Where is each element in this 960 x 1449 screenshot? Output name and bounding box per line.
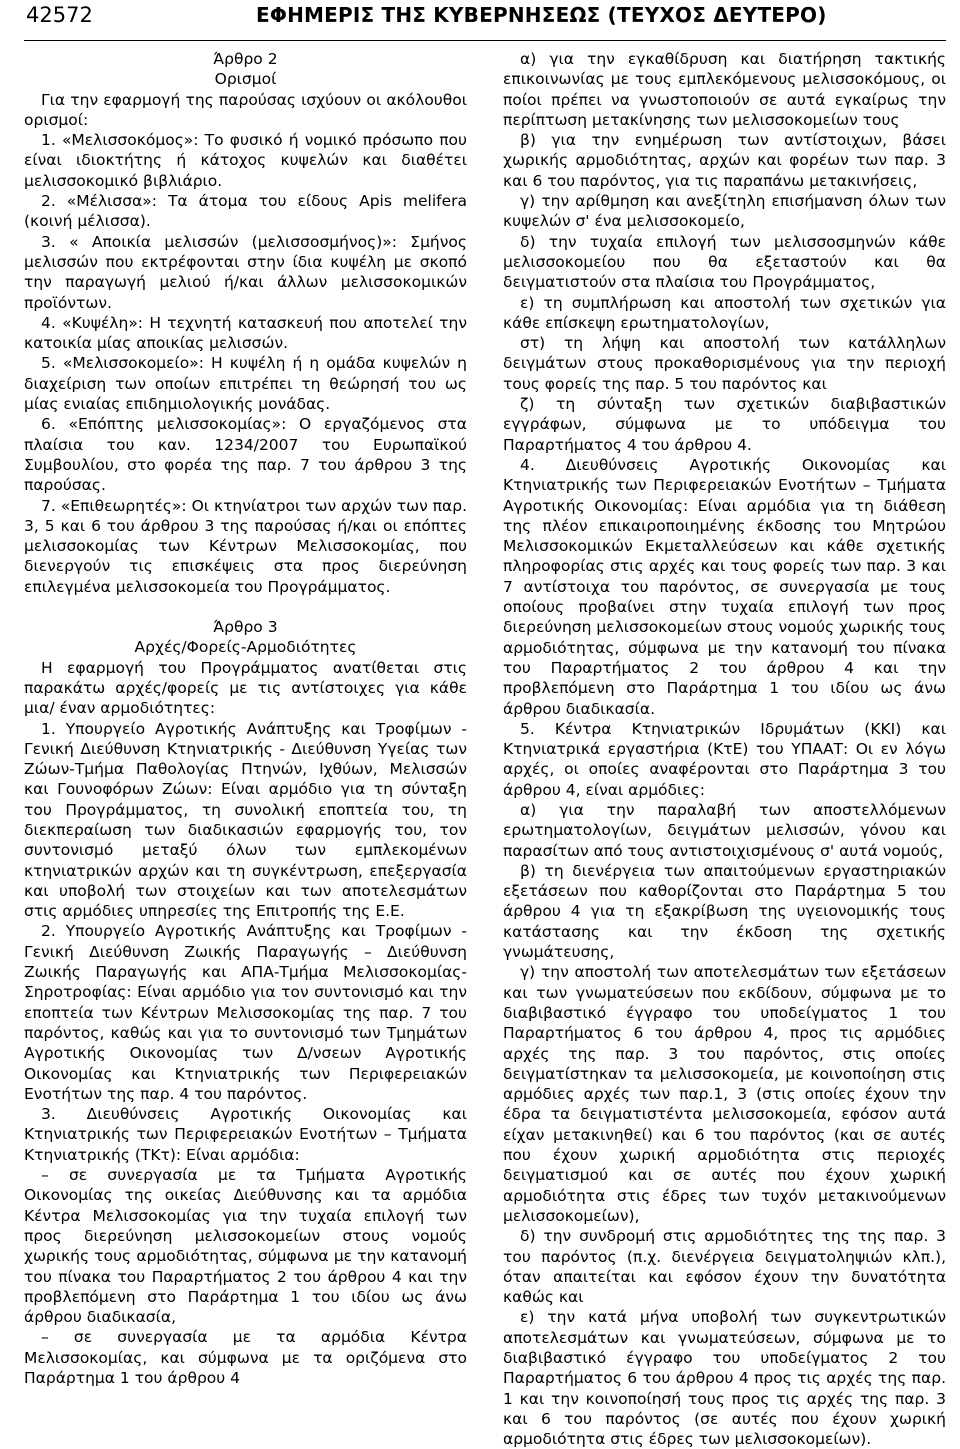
- paragraph: δ) την τυχαία επιλογή των μελισσοσμηνών κάθε μελισσοκομείου που θα εξεταστούν και θα δειγματιστούν στα πλαίσια του Προγράμματος,: [503, 232, 946, 292]
- paragraph: – σε συνεργασία με τα αρμόδια Κέντρα Μελισσοκομίας, και σύμφωνα με τα οριζόμενα στο Παράρτημα 1 του άρθρου 4: [24, 1328, 467, 1387]
- paragraph: Η εφαρμογή του Προγράμματος ανατίθεται στις παρακάτω αρχές/φορείς με τις αντίστοιχες για κάθε μια/ έναν αρμοδιότητες:: [24, 658, 467, 718]
- paragraph: ε) την κατά μήνα υποβολή των συγκεντρωτικών αποτελεσμάτων και γνωματεύσεων, σύμφωνα με το διαβιβαστικό έγγραφο του υποδείγματος 2 του Παραρτήματος 6 του άρθρου 4 προς τις αρχές της παρ. 1 και την κοινοποίησή τους προς τις αρχές της παρ. 3 και 6 του παρόντος (σε αυτές που έχουν χωρική αρμοδιότητα στις έδρες των μελισσοκομείων).: [503, 1308, 946, 1449]
- paragraph: α) για την παραλαβή των αποστελλόμενων ερωτηματολογίων, δειγμάτων μελισσών, γόνου και παρασίτων από τους αντιστοιχισμένους σ' αυτά νομούς,: [503, 800, 946, 860]
- paragraph: γ) την αρίθμηση και ανεξίτηλη επισήμανση όλων των κυψελών σ' ένα μελισσοκομείο,: [503, 192, 946, 231]
- paragraph: 7. «Επιθεωρητές»: Οι κτηνίατροι των αρχών των παρ. 3, 5 και 6 του άρθρου 3 της παρούσας ή/και οι επόπτες μελισσοκομίας των Κέντρων Μελισσοκομίας, που διενεργούν τις επισκέψεις στα προς διερεύνηση επιλεγμένα μελισσοκομεία του Προγράμματος.: [24, 496, 467, 596]
- paragraph: 6. «Επόπτης μελισσοκομίας»: Ο εργαζόμενος στα πλαίσια του καν. 1234/2007 του Ευρωπαϊκού Συμβουλίου, στο φορέα της παρ. 7 του άρθρου 3 της παρούσας.: [24, 415, 467, 495]
- paragraph: ε) τη συμπλήρωση και αποστολή των σχετικών για κάθε επίσκεψη ερωτηματολογίων,: [503, 293, 946, 332]
- paragraph: 3. « Αποικία μελισσών (μελισσοσμήνος)»: Σμήνος μελισσών που εκτρέφονται στην ίδια κυψέλη με σκοπό την παραγωγή μελιού ή/και άλλων μελισσοκομικών προϊόντων.: [24, 232, 467, 312]
- paragraph: – σε συνεργασία με τα Τμήματα Αγροτικής Οικονομίας της οικείας Διεύθυνσης και τα αρμόδια Κέντρα Μελισσοκομίας για την τυχαία επιλογή των προς διερεύνηση μελισσοκομείων στους νομούς χωρικής τους αρμοδιότητας, σύμφωνα με την κατανομή του πίνακα του Παραρτήματος 2 του άρθρου 4 και την προβλεπόμενη στο Παράρτημα 1 του ιδίου ως άνω άρθρου διαδικασία,: [24, 1166, 467, 1327]
- article-3-heading: Άρθρο 3: [213, 618, 278, 637]
- article-3-title: Αρχές/Φορείς-Αρμοδιότητες: [134, 638, 357, 657]
- right-column: [503, 49, 946, 1449]
- paragraph: β) για την ενημέρωση των αντίστοιχων, βάσει χωρικής αρμοδιότητας, αρχών και φορέων των παρ. 3 και 6 του παρόντος, για τις παραπάνω μετακινήσεις,: [503, 131, 946, 190]
- paragraph: 4. Διευθύνσεις Αγροτικής Οικονομίας και Κτηνιατρικής των Περιφερειακών Ενοτήτων – Τμήματα Αγροτικής Οικονομίας: Είναι αρμόδια για τη διάθεση της πλέον επικαιροποιημένης έκδοσης του Μητρώου Μελισσοκομικών Εκμεταλλεύσεων και κάθε σχετικής πληροφορίας στις αρχές και τους φορείς των παρ. 3 και 7 αντίστοιχα του παρόντος, σε συνεργασία με τους οποίους προβαίνει στην τυχαία επιλογή των προς διερεύνηση μελισσοκομείων στους νομούς χωρικής τους αρμοδιότητας, σύμφωνα με την κατανομή του πίνακα του Παραρτήματος 2 του άρθρου 4 και την προβλεπόμενη στο Παράρτημα 1 του ιδίου ως άνω άρθρου διαδικασία.: [503, 455, 946, 718]
- paragraph: δ) την συνδρομή στις αρμοδιότητες της της παρ. 3 του παρόντος (π.χ. διενέργεια δειγματοληψιών κλπ.), όταν απαιτείται και εφόσον έχουν την δυνατότητα καθώς και: [503, 1227, 946, 1307]
- paragraph: 4. «Κυψέλη»: Η τεχνητή κατασκευή που αποτελεί την κατοικία μίας αποικίας μελισσών.: [24, 313, 467, 353]
- paragraph: στ) τη λήψη και αποστολή των κατάλληλων δειγμάτων στους προκαθορισμένους για την περιοχή τους φορείς της παρ. 5 του παρόντος και: [503, 334, 946, 393]
- article-2-heading: Άρθρο 2: [213, 50, 278, 68]
- paragraph: β) τη διενέργεια των απαιτούμενων εργαστηριακών εξετάσεων που καθορίζονται στο Παράρτημα 5 του άρθρου 4 για τη εξακρίβωση της υγειονομικής τους κατάστασης και την έκδοση της σχετικής γνωμάτευσης,: [503, 861, 946, 962]
- page-header: [24, 0, 946, 41]
- paragraph: Για την εφαρμογή της παρούσας ισχύουν οι ακόλουθοι ορισμοί:: [24, 90, 467, 129]
- paragraph: 5. «Μελισσοκομείο»: Η κυψέλη ή η ομάδα κυψελών η διαχείριση των οποίων επιτρέπει τη θεώρησή του ως μίας ενιαίας επιδημιολογικής μονάδας.: [24, 354, 467, 414]
- text-columns: [24, 49, 946, 1449]
- paragraph: 5. Κέντρα Κτηνιατρικών Ιδρυμάτων (ΚΚΙ) και Κτηνιατρικά εργαστήρια (ΚτΕ) του ΥΠΑΑΤ: Οι εν λόγω αρχές, οι οποίες αναφέρονται στο Παράρτημα 3 του άρθρου 4, είναι αρμόδιες:: [503, 719, 946, 799]
- paragraph: γ) την αποστολή των αποτελεσμάτων των εξετάσεων και των γνωματεύσεων που εκδίδουν, σύμφωνα με το διαβιβαστικό έγγραφο του υποδείγματος 1 του Παραρτήματος 6 του άρθρου 4, προς τις αρμόδιες αρχές της παρ. 3 του παρόντος, στις οποίες δειγματίστηκαν τα μελισσοκομεία, με κοινοποίηση στις αρμόδιες αρχές των παρ.1, 3 (στις οποίες έχουν την έδρα τα δειγματιστέντα μελισσοκομεία, εφόσον αυτά είχαν μετακινηθεί) και 6 του παρόντος (και σε αυτές που έχουν χωρική αρμοδιότητα στις περιοχές δειγματισμού και σε αυτές που έχουν χωρική αρμοδιότητα στις έδρες των τυχόν μετακινούμενων μελισσοκομείων),: [503, 963, 946, 1225]
- paragraph: 1. «Μελισσοκόμος»: Το φυσικό ή νομικό πρόσωπο που είναι ιδιοκτήτης ή κάτοχος κυψελών και διαθέτει μελισσοκομικό βιβλιάριο.: [24, 131, 467, 190]
- paragraph: 2. Υπουργείο Αγροτικής Ανάπτυξης και Τροφίμων - Γενική Διεύθυνση Ζωικής Παραγωγής – Διεύθυνση Ζωικής Παραγωγής και ΑΠΑ-Τμήμα Μελισσοκομίας-Σηροτροφίας: Είναι αρμόδιο για τον συντονισμό και την εποπτεία των Κέντρων Μελισσοκομίας της παρ. 7 του παρόντος, καθώς και για το συντονισμό των Τμημάτων Αγροτικής Οικονομίας των Δ/νσεων Αγροτικής Οικονομίας και Κτηνιατρικής των Περιφερειακών Ενοτήτων της παρ. 4 του παρόντος.: [24, 922, 467, 1103]
- page-number: 42572: [26, 3, 93, 27]
- paragraph: 1. Υπουργείο Αγροτικής Ανάπτυξης και Τροφίμων - Γενική Διεύθυνση Κτηνιατρικής - Διεύθυνση Υγείας των Ζώων-Τμήμα Παθολογίας Πτηνών, Ιχθύων, Μελισσών και Γουνοφόρων Ζώων: Είναι αρμόδιο για τη σύνταξη του Προγράμματος, τη συνολική εποπτεία του, τη διεκπεραίωση των διαδικασιών εφαρμογής του, τον συντονισμό μεταξύ όλων των εμπλεκομένων κτηνιατρικών αρχών και τη συγκέντρωση, επεξεργασία και υποβολή των στοιχείων και των αποτελεσμάτων στις αρμόδιες υπηρεσίες της Επιτροπής της Ε.Ε.: [24, 719, 467, 921]
- left-column: [24, 49, 467, 1449]
- paragraph: 2. «Μέλισσα»: Τα άτομα του είδους Apis melifera (κοινή μέλισσα).: [24, 192, 467, 231]
- paragraph: 3. Διευθύνσεις Αγροτικής Οικονομίας και Κτηνιατρικής των Περιφερειακών Ενοτήτων – Τμήματα Κτηνιατρικής (ΤΚτ): Είναι αρμόδια:: [24, 1105, 467, 1164]
- journal-title: ΕΦΗΜΕΡΙΣ ΤΗΣ ΚΥΒΕΡΝΗΣΕΩΣ (ΤΕΥΧΟΣ ΔΕΥΤΕΡΟ): [256, 3, 827, 27]
- paragraph: α) για την εγκαθίδρυση και διατήρηση τακτικής επικοινωνίας με τους εμπλεκόμενους μελισσοκόμους, οι ποίοι πρέπει να γνωστοποιούν σε αυτά εγκαίρως την περίπτωση μετακίνησης των μελισσοκομείων τους: [503, 50, 946, 129]
- article-2-title: Ορισμοί: [214, 70, 277, 89]
- paragraph: ζ) τη σύνταξη των σχετικών διαβιβαστικών εγγράφων, σύμφωνα με το υπόδειγμα του Παραρτήματος 4 του άρθρου 4.: [503, 395, 946, 454]
